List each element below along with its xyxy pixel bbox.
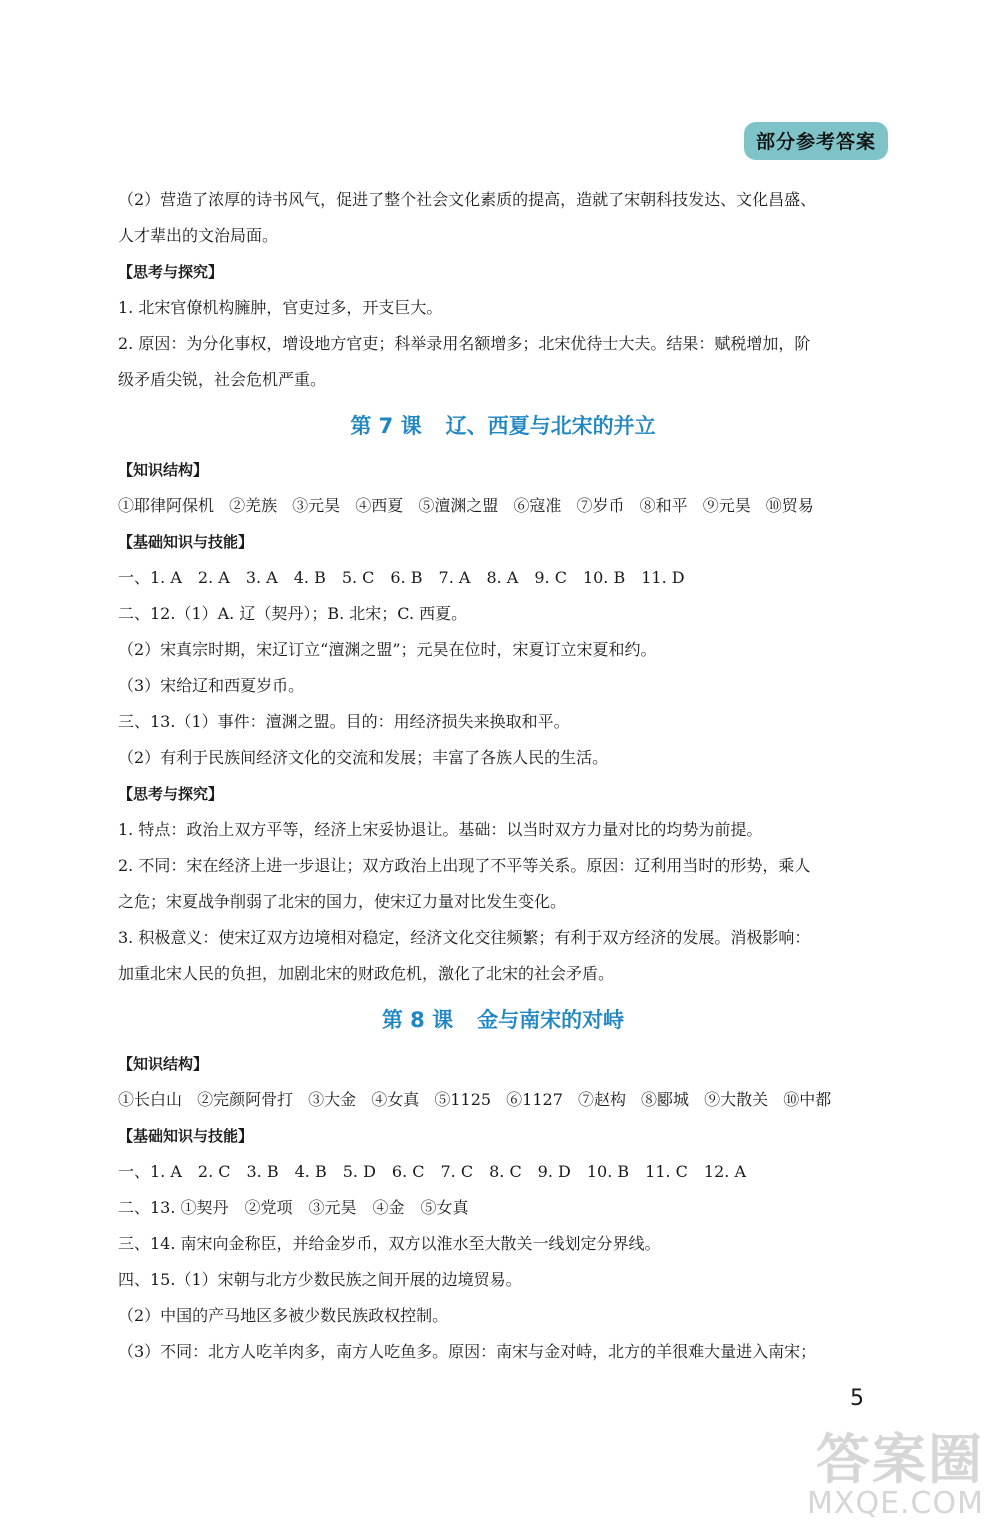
watermark-logo-text: 答案圈 <box>816 1428 984 1491</box>
intro-think-2: 2. 原因：为分化事权，增设地方官吏；科举录用名额增多；北宋优待士大夫。结果：赋税增加，阶 <box>118 334 811 353</box>
lesson7-basic-6: （2）有利于民族间经济文化的交流和发展；丰富了各族人民的生活。 <box>118 748 609 767</box>
page-content <box>118 182 888 1370</box>
lesson8-knowledge-heading: 【知识结构】 <box>118 1055 209 1073</box>
lesson8-basic-1: 一、1. A 2. C 3. B 4. B 5. D 6. C 7. C 8. C 9. D 10. B 11. C 12. A <box>118 1162 747 1181</box>
lesson7-knowledge-list: ①耶律阿保机 ②羌族 ③元昊 ④西夏 ⑤澶渊之盟 ⑥寇准 ⑦岁币 ⑧和平 ⑨元昊 ⑩贸易 <box>118 496 814 515</box>
lesson8-basic-3: 三、14. 南宋向金称臣，并给金岁币，双方以淮水至大散关一线划定分界线。 <box>118 1234 661 1253</box>
lesson7-basic-2: 二、12.（1）A. 辽（契丹）；B. 北宋；C. 西夏。 <box>118 604 468 623</box>
lesson7-think-2: 2. 不同：宋在经济上进一步退让；双方政治上出现了不平等关系。原因：辽利用当时的形势，乘人 <box>118 856 811 875</box>
lesson8-basic-2: 二、13. ①契丹 ②党项 ③元昊 ④金 ⑤女真 <box>118 1198 469 1217</box>
page-number: 5 <box>850 1386 864 1411</box>
lesson7-basic-5: 三、13.（1）事件：澶渊之盟。目的：用经济损失来换取和平。 <box>118 712 570 731</box>
intro-paragraph-1-cont: 人才辈出的文治局面。 <box>118 226 279 245</box>
lesson8-basic-6: （3）不同：北方人吃羊肉多，南方人吃鱼多。原因：南宋与金对峙，北方的羊很难大量进入南宋； <box>118 1342 817 1361</box>
lesson8-number: 第 8 课 <box>381 1008 454 1032</box>
lesson7-knowledge-heading: 【知识结构】 <box>118 461 209 479</box>
lesson7-think-heading: 【思考与探究】 <box>118 785 224 803</box>
lesson7-number: 第 7 课 <box>350 414 422 438</box>
lesson7-think-3: 3. 积极意义：使宋辽双方边境相对稳定，经济文化交往频繁；有利于双方经济的发展。消极影响： <box>118 928 811 947</box>
watermark <box>807 1428 984 1521</box>
intro-think-heading: 【思考与探究】 <box>118 263 224 281</box>
section-badge: 部分参考答案 <box>744 122 888 160</box>
intro-think-1: 1. 北宋官僚机构臃肿，官吏过多，开支巨大。 <box>118 298 443 317</box>
intro-paragraph-1: （2）营造了浓厚的诗书风气，促进了整个社会文化素质的提高，造就了宋朝科技发达、文化昌盛、 <box>118 190 817 209</box>
lesson8-knowledge-list: ①长白山 ②完颜阿骨打 ③大金 ④女真 ⑤1125 ⑥1127 ⑦赵构 ⑧郾城 ⑨大散关 ⑩中都 <box>118 1090 832 1109</box>
lesson7-basic-3: （2）宋真宗时期，宋辽订立“澶渊之盟”；元昊在位时，宋夏订立宋夏和约。 <box>118 640 657 659</box>
lesson8-basic-5: （2）中国的产马地区多被少数民族政权控制。 <box>118 1306 449 1325</box>
watermark-url: MXQE.COM <box>807 1486 984 1521</box>
intro-think-2-cont: 级矛盾尖锐，社会危机严重。 <box>118 370 327 389</box>
lesson7-think-3-cont: 加重北宋人民的负担，加剧北宋的财政危机，激化了北宋的社会矛盾。 <box>118 964 615 983</box>
lesson7-basic-4: （3）宋给辽和西夏岁币。 <box>118 676 305 695</box>
lesson8-basic-heading: 【基础知识与技能】 <box>118 1127 254 1145</box>
lesson7-name: 辽、西夏与北宋的并立 <box>445 414 656 438</box>
lesson7-title <box>118 408 888 444</box>
lesson7-think-2-cont: 之危；宋夏战争削弱了北宋的国力，使宋辽力量对比发生变化。 <box>118 892 567 911</box>
lesson7-basic-heading: 【基础知识与技能】 <box>118 533 254 551</box>
lesson8-basic-4: 四、15.（1）宋朝与北方少数民族之间开展的边境贸易。 <box>118 1270 522 1289</box>
lesson8-title <box>118 1002 888 1038</box>
lesson8-name: 金与南宋的对峙 <box>477 1008 625 1032</box>
lesson7-basic-1: 一、1. A 2. A 3. A 4. B 5. C 6. B 7. A 8. A 9. C 10. B 11. D <box>118 568 685 587</box>
lesson7-think-1: 1. 特点：政治上双方平等，经济上宋妥协退让。基础：以当时双方力量对比的均势为前提。 <box>118 820 763 839</box>
